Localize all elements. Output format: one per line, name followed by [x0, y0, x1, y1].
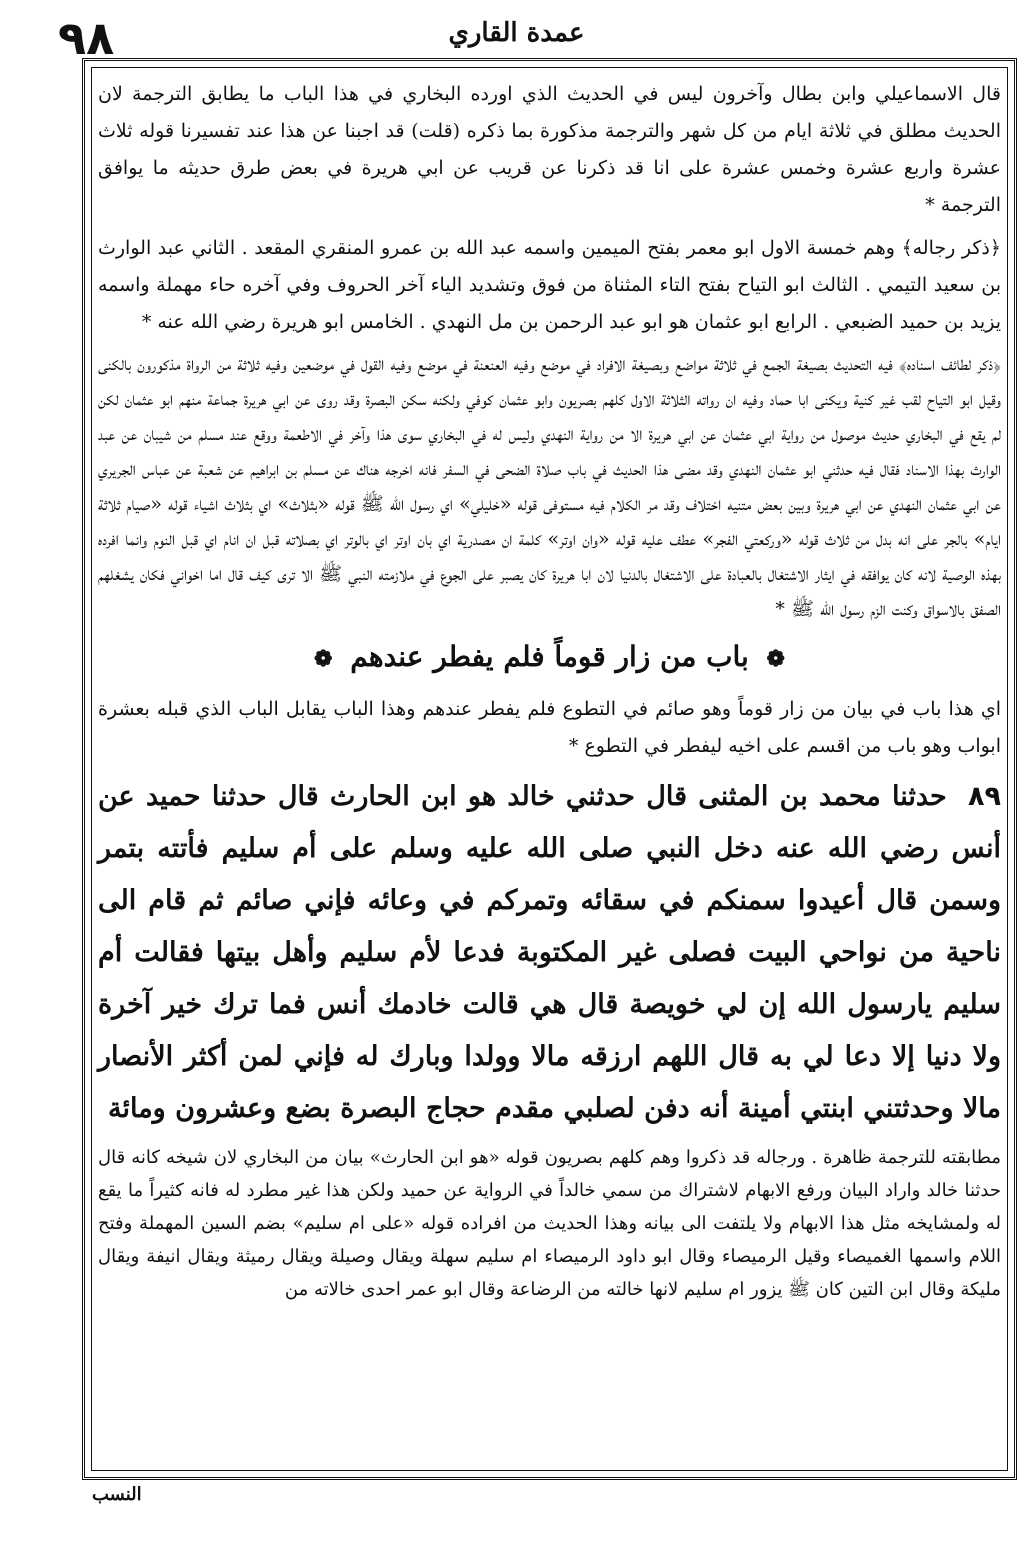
catchword: النسب: [92, 1484, 142, 1505]
running-title: عمدة القاري: [448, 18, 585, 48]
hadith-text-block: [98, 771, 1001, 1135]
page-body: [98, 76, 1001, 1306]
paragraph-narrators: ﴿ذكر رجاله﴾ وهم خمسة الاول ابو معمر بفتح الميمين واسمه عبد الله بن عمرو المنقري المقعد . الثاني عبد الوارث بن سعيد التيمي . الثالث ابو التياح بفتح التاء المثناة من فوق وتشديد الياء آخر الحروف وفي آخره حاء مهملة واسمه يزيد بن حميد الضبعي . الرابع ابو عثمان هو ابو عبد الرحمن بن مل النهدي . الخامس ابو هريرة رضي الله عنه *: [98, 237, 1001, 333]
ornament-icon: ❁: [314, 646, 333, 672]
ornament-icon: ❁: [766, 646, 785, 672]
chapter-heading: [98, 635, 1001, 681]
paragraph-intro: قال الاسماعيلي وابن بطال وآخرون ليس في الحديث الذي اورده البخاري في هذا الباب ما يطابق الترجمة لان الحديث مطلق في ثلاثة ايام من كل شهر والترجمة مذكورة بما ذكره (قلت) قد اجبنا عن هذا عند تفسيرنا قوله ثلاث عشرة واربع عشرة وخمس عشرة على انا قد ذكرنا عن قريب عن ابي هريرة في بعض طرق حديثه ما يوافق الترجمة *: [98, 83, 1001, 216]
hadith-number: ٨٩: [968, 781, 1001, 812]
paragraph-chapter-explanation: اي هذا باب في بيان من زار قوماً وهو صائم في التطوع فلم يفطر عندهم وهذا الباب يقابل الباب الذي قبله بعشرة ابواب وهو باب من اقسم على اخيه ليفطر في التطوع *: [98, 698, 1001, 757]
page-number: ٩٨: [58, 11, 115, 65]
chapter-heading-text: باب من زار قوماً فلم يفطر عندهم: [350, 640, 749, 673]
paragraph-isnad-notes: ﴿ذكر لطائف اسناده﴾ فيه التحديث بصيغة الجمع في ثلاثة مواضع وبصيغة الافراد في موضع وفيه العنعنة في موضع وفيه القول في موضعين وفيه ثلاثة من الرواة مذكورون بالكنى وقيل ابو التياح لقب غير كنية ويكنى ابا حماد وفيه ان رواته الثلاثة الاول كلهم بصريون وابو عثمان كوفي ولكنه سكن البصرة وقد روى عن ابي هريرة جماعة منهم ابو عثمان لكن لم يقع في البخاري حديث موصول من رواية ابي عثمان عن ابي هريرة الا من رواية النهدي وليس له في البخاري سوى هذا وآخر في الاطعمة ووقع عند مسلم من شيبان عن عبد الوارث بهذا الاسناد فقال فيه حدثني ابو عثمان النهدي وقد مضى هذا الحديث في باب صلاة الضحى في السفر فانه اخرجه هناك عن مسلم بن ابراهيم عن شعبة عن عباس الجريري عن ابي عثمان النهدي عن ابي هريرة وبين بعض متنيه اختلاف وقد مر الكلام فيه مستوفى قوله «خليلي» اي رسول الله ﷺ قوله «بثلاث» اي بثلاث اشياء قوله «صيام ثلاثة ايام» بالجر على انه بدل من ثلاث قوله «وركعتي الفجر» عطف عليه قوله «وان اوتر» كلمة ان مصدرية اي بان اوتر اي بالوتر اي بصلاته قبل ان انام اي قبل النوم وانما افرده بهذه الوصية لانه كان يوافقه في ايثار الاشتغال بالعبادة على الاشتغال بالدنيا لان ابا هريرة كان يصبر على الجوع في ملازمته النبي ﷺ الا ترى كيف قال اما اخواني فكان يشغلهم الصفق بالاسواق وكنت الزم رسول الله ﷺ *: [98, 353, 1001, 620]
hadith-text: حدثنا محمد بن المثنى قال حدثني خالد هو ابن الحارث قال حدثنا حميد عن أنس رضي الله عنه دخل النبي صلى الله عليه وسلم على أم سليم فأتته بتمر وسمن قال أعيدوا سمنكم في سقائه وتمركم في وعائه فإني صائم ثم قام الى ناحية من نواحي البيت فصلى غير المكتوبة فدعا لأم سليم وأهل بيتها فقالت أم سليم يارسول الله إن لي خويصة قال هي قالت خادمك أنس فما ترك خير آخرة ولا دنيا إلا دعا لي به قال اللهم ارزقه مالا وولدا وبارك له فإني لمن أكثر الأنصار مالا وحدثتني ابنتي أمينة أنه دفن لصلبي مقدم حجاج البصرة بضع وعشرون ومائة: [98, 781, 1001, 1124]
paragraph-commentary: مطابقته للترجمة ظاهرة . ورجاله قد ذكروا وهم كلهم بصريون قوله «هو ابن الحارث» بيان من البخاري لان شيخه كانه قال حدثنا خالد واراد البيان ورفع الابهام لاشتراك من سمي خالداً في الرواية عن حميد ولكن هذا غير مطرد له فانه كثيراً ما يقع له ولمشايخه مثل هذا الابهام ولا يلتفت الى بيانه وهذا الحديث من افراده قوله «على ام سليم» بضم السين المهملة وفتح اللام واسمها الغميصاء وقيل الرميصاء وقال ابو داود الرميصاء ام سليم سهلة ويقال وصيلة ويقال رميثة ويقال انيفة ويقال مليكة وقال ابن التين كان ﷺ يزور ام سليم لانها خالته من الرضاعة وقال ابو عمر احدى خالاته من: [98, 1147, 1001, 1300]
